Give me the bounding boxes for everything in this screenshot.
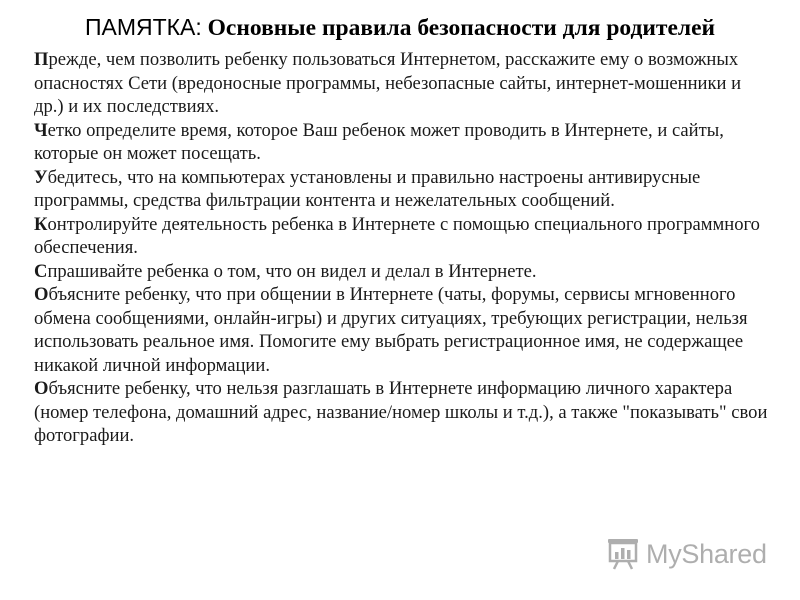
paragraph-text: режде, чем позволить ребенку пользоваться Интернетом, расскажите ему о возможных опасностях Сети (вредоносные программы, небезопасные сайты, интернет-мошенники и др.) и их последствиях. <box>34 49 742 117</box>
presentation-board-icon <box>605 538 641 570</box>
paragraph-text: онтролируйте деятельность ребенка в Интернете с помощью специального программного обеспечения. <box>34 213 760 258</box>
body-text <box>34 48 774 448</box>
paragraph-lead-letter: К <box>34 213 48 235</box>
paragraph-lead-letter: О <box>34 284 49 305</box>
paragraph-lead-letter: С <box>34 260 48 282</box>
paragraph <box>34 213 774 260</box>
paragraph-text: прашивайте ребенка о том, что он видел и делал в Интернете. <box>47 260 537 282</box>
page-title <box>0 14 800 42</box>
title-prefix: ПАМЯТКА: <box>84 14 202 40</box>
paragraph-text: бъясните ребенку, что при общении в Интернете (чаты, форумы, сервисы мгновенного обмена сообщениями, онлайн-игры) и других ситуациях, требующих регистрации, нельзя использовать реальное имя. Помогите ему выбрать регистрационное имя, не содержащее никакой личной информации. <box>34 284 748 376</box>
paragraph-lead-letter: Ч <box>34 119 48 141</box>
watermark-text: MyShared <box>646 538 767 569</box>
paragraph <box>34 48 774 119</box>
paragraph-lead-letter: О <box>34 378 49 399</box>
paragraph-lead-letter: У <box>34 166 48 188</box>
paragraph <box>34 166 774 213</box>
paragraph-text: бедитесь, что на компьютерах установлены и правильно настроены антивирусные программы, средства фильтрации контента и нежелательных сообщений. <box>34 166 701 211</box>
paragraph <box>34 377 774 448</box>
title-main: Основные правила безопасности для родителей <box>201 15 716 41</box>
paragraph-lead-letter: П <box>34 49 49 70</box>
watermark-logo <box>605 537 767 571</box>
paragraph-text: бъясните ребенку, что нельзя разглашать в Интернете информацию личного характера (номер телефона, домашний адрес, название/номер школы и т.д.), а также "показывать" свои фотографии. <box>34 378 768 446</box>
paragraph <box>34 119 774 166</box>
paragraph-text: етко определите время, которое Ваш ребенок может проводить в Интернете, и сайты, которые он может посещать. <box>34 119 724 164</box>
paragraph <box>34 283 774 377</box>
paragraph <box>34 260 774 284</box>
